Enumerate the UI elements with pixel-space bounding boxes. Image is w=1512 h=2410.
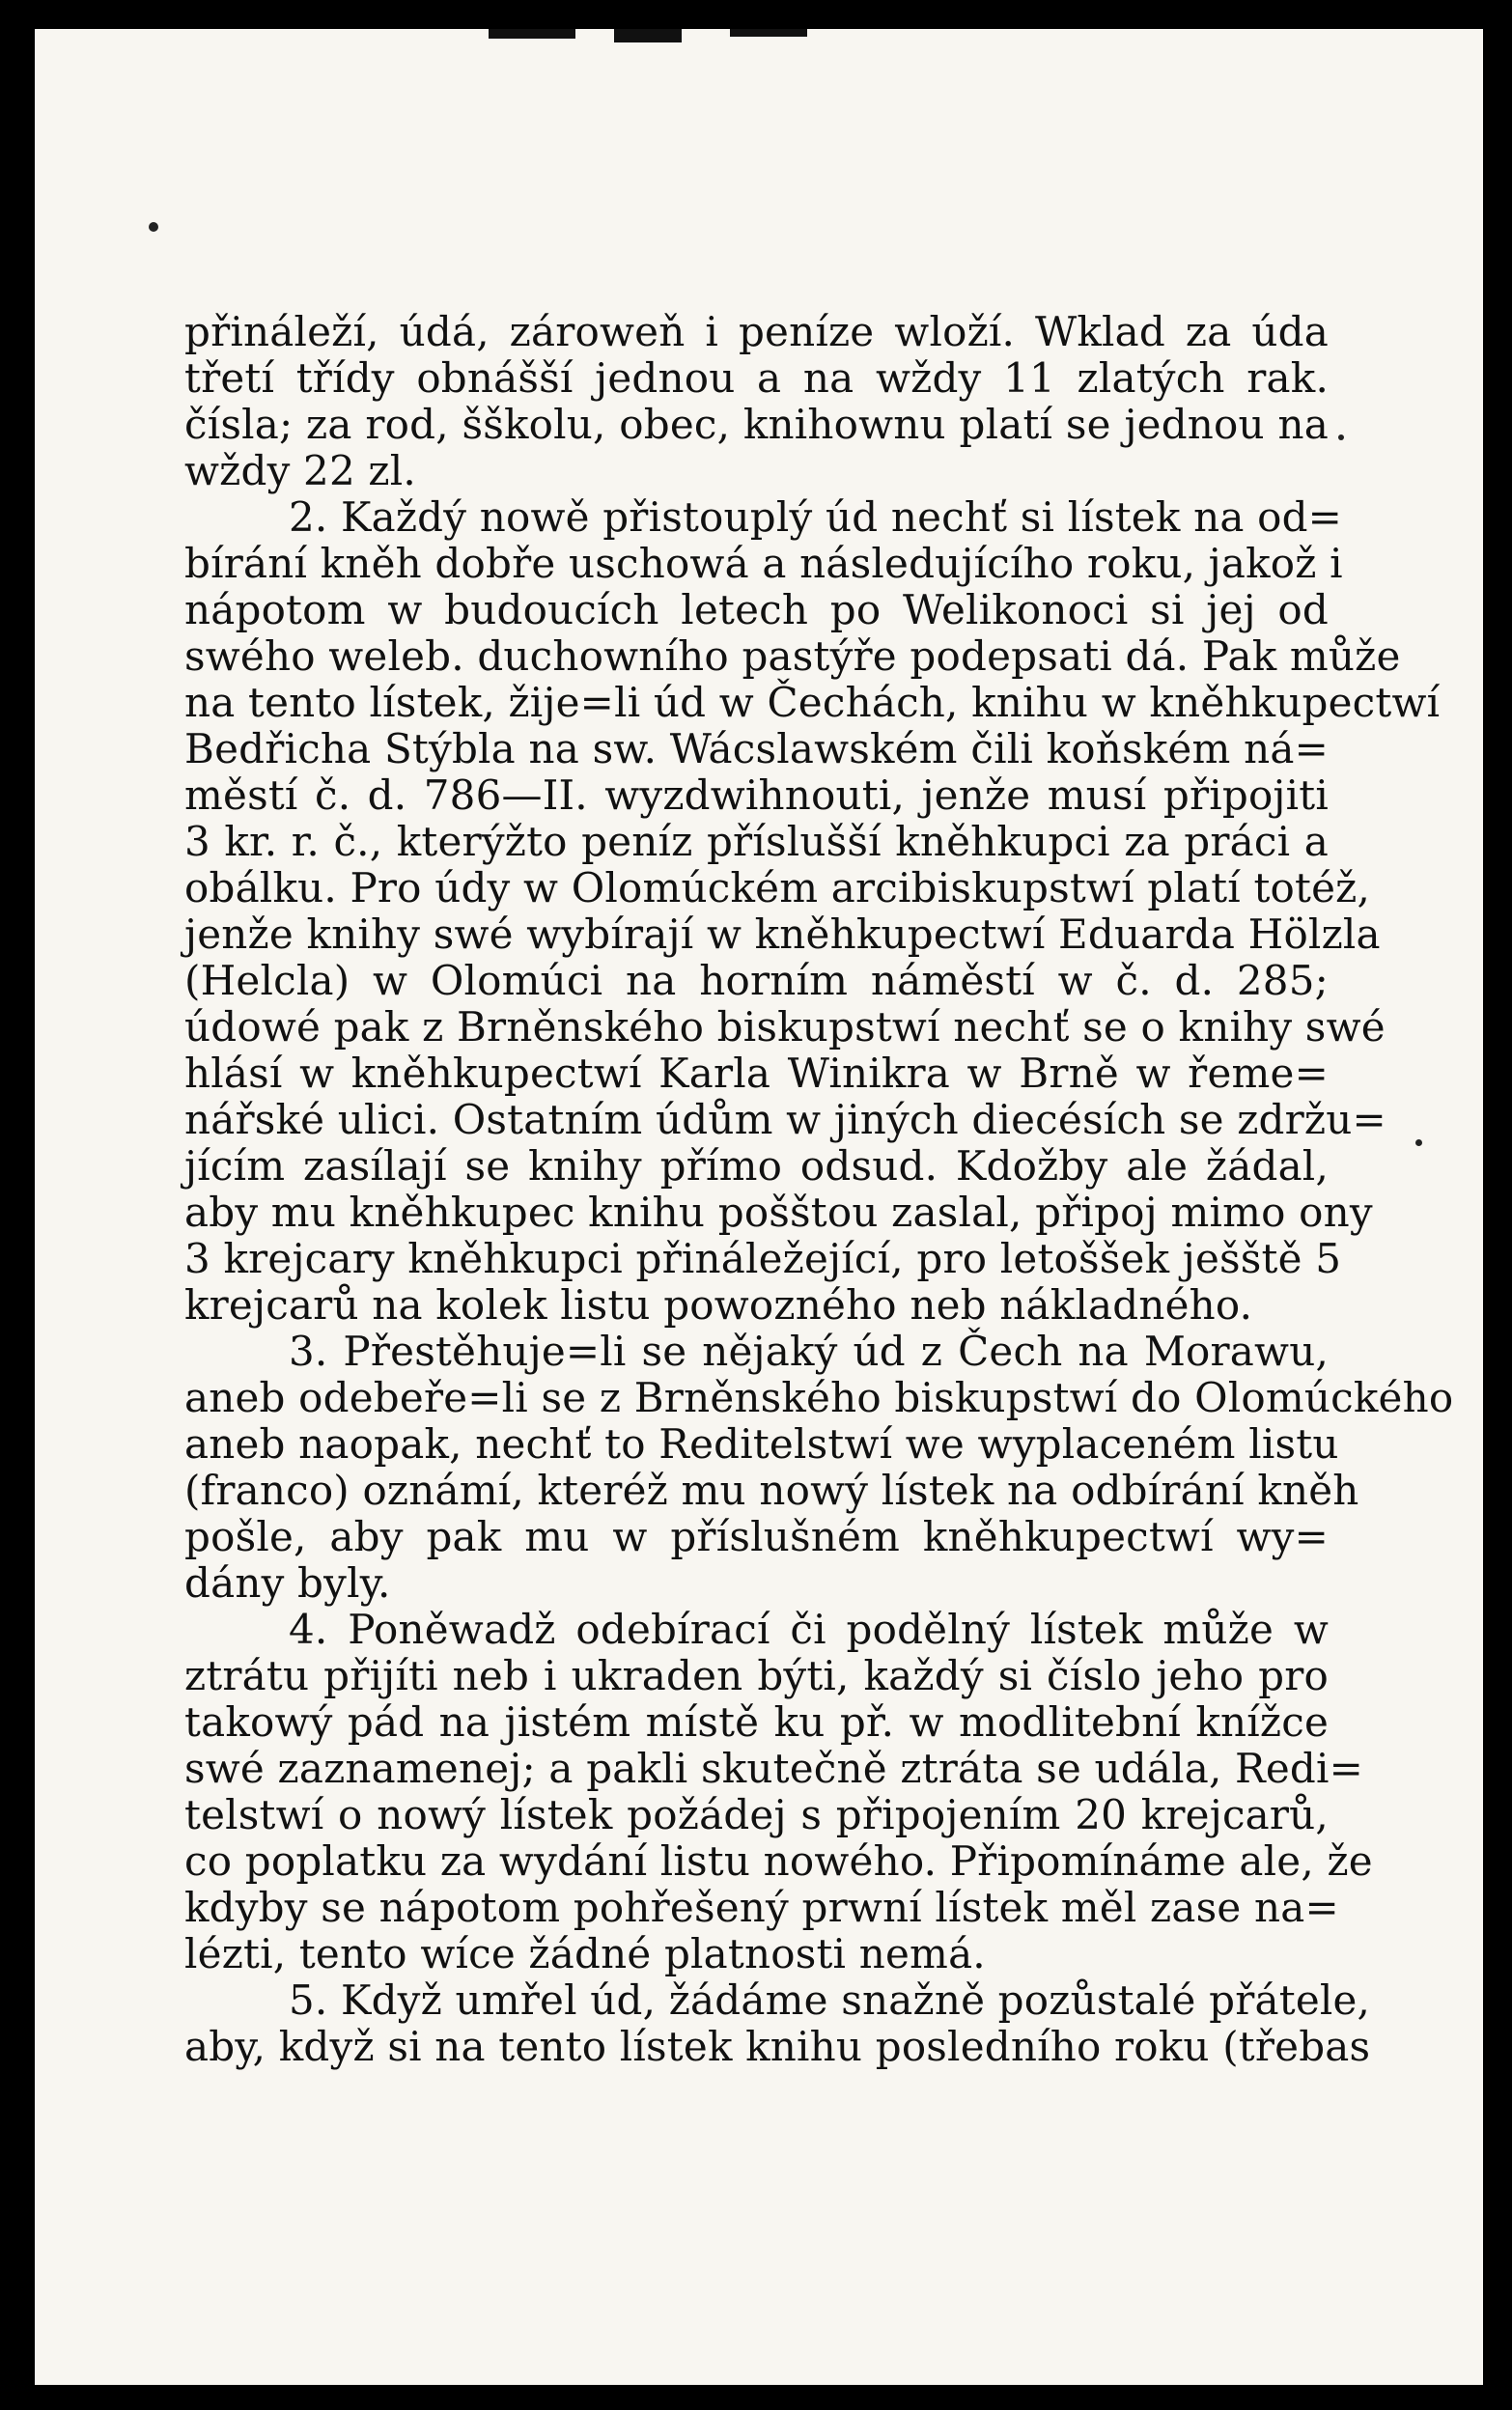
text-line: 2. Každý nowě přistouplý úd nechť si lístek na od= (289, 493, 1343, 541)
text-line: čísla; za rod, šškolu, obec, knihownu platí se jednou na (184, 401, 1329, 448)
text-line: obálku. Pro údy w Olomúckém arcibiskupstwí platí totéž, (184, 864, 1371, 911)
text-line: nářské ulici. Ostatním údům w jiných diecésích se zdržu= (184, 1096, 1386, 1143)
text-line: lézti, tento wíce žádné platnosti nemá. (184, 1930, 986, 1977)
text-line: 5. Když umřel úd, žádáme snažně pozůstalé přátele, (289, 1976, 1371, 2024)
text-line: údowé pak z Brněnského biskupstwí nechť se o knihy swé (184, 1003, 1386, 1051)
text-line: aby, když si na tento lístek knihu posledního roku (třebas (184, 2023, 1371, 2070)
scanned-page (35, 29, 1483, 2385)
text-line: takowý pád na jistém místě ku př. w modlitební knížce (184, 1698, 1329, 1746)
text-line: nápotom w budoucích letech po Welikonoci si jej od (184, 586, 1329, 633)
text-line: dány byly. (184, 1559, 391, 1607)
text-line: aneb odebeře=li se z Brněnského biskupstwí do Olomúckého (184, 1374, 1454, 1421)
text-line: kdyby se nápotom pohřešený prwní lístek měl zase na= (184, 1884, 1339, 1931)
text-line: 3 kr. r. č., kterýžto peníz příslušší kněhkupci za práci a (184, 818, 1329, 865)
text-line: přináleží, údá, zároweň i peníze wloží. Wklad za úda (184, 308, 1329, 355)
text-line: aneb naopak, nechť to Reditelstwí we wyplaceném listu (184, 1420, 1339, 1468)
text-line: Bedřicha Stýbla na sw. Wácslawském čili koňském ná= (184, 725, 1329, 772)
text-line: krejcarů na kolek listu powozného neb nákladného. (184, 1281, 1253, 1329)
text-line: městí č. d. 786—II. wyzdwihnouti, jenže musí připojiti (184, 771, 1329, 819)
text-line: hlásí w kněhkupectwí Karla Winikra w Brně w řeme= (184, 1050, 1329, 1097)
text-line: bírání kněh dobře uschowá a následujícího roku, jakož i (184, 540, 1343, 587)
text-line: třetí třídy obnášší jednou a na wždy 11 zlatých rak. (184, 354, 1329, 402)
text-line: wždy 22 zl. (184, 447, 416, 494)
scan-speck (1338, 434, 1344, 440)
text-line: ztrátu přijíti neb i ukraden býti, každý si číslo jeho pro (184, 1652, 1329, 1699)
text-line: pošle, aby pak mu w příslušném kněhkupectwí wy= (184, 1513, 1329, 1560)
text-line: telstwí o nowý lístek požádej s připojením 20 krejcarů, (184, 1791, 1329, 1838)
text-line: co poplatku za wydání listu nowého. Připomínáme ale, že (184, 1837, 1373, 1885)
text-line: jícím zasílají se knihy přímo odsud. Kdožby ale žádal, (184, 1142, 1329, 1190)
scan-speck (1415, 1139, 1422, 1146)
text-line: 3. Přestěhuje=li se nějaký úd z Čech na Morawu, (289, 1328, 1329, 1375)
scan-speck (149, 222, 158, 232)
text-line: (franco) oznámí, kteréž mu nowý lístek na odbírání kněh (184, 1467, 1359, 1514)
text-line: na tento lístek, žije=li úd w Čechách, knihu w kněhkupectwí (184, 679, 1441, 726)
body-text (184, 308, 1454, 2070)
text-line: swého weleb. duchowního pastýře podepsati dá. Pak může (184, 632, 1401, 680)
text-line: 4. Poněwadž odebírací či podělný lístek může w (289, 1606, 1329, 1653)
text-line: 3 krejcary kněhkupci přináležející, pro letoššek ješště 5 (184, 1235, 1342, 1282)
scan-artifact-top (489, 29, 836, 44)
text-line: jenže knihy swé wybírají w kněhkupectwí Eduarda Hölzla (184, 911, 1381, 958)
text-line: aby mu kněhkupec knihu pošštou zaslal, připoj mimo ony (184, 1189, 1373, 1236)
text-line: (Helcla) w Olomúci na horním náměstí w č. d. 285; (184, 957, 1329, 1004)
text-line: swé zaznamenej; a pakli skutečně ztráta se udála, Redi= (184, 1745, 1364, 1792)
